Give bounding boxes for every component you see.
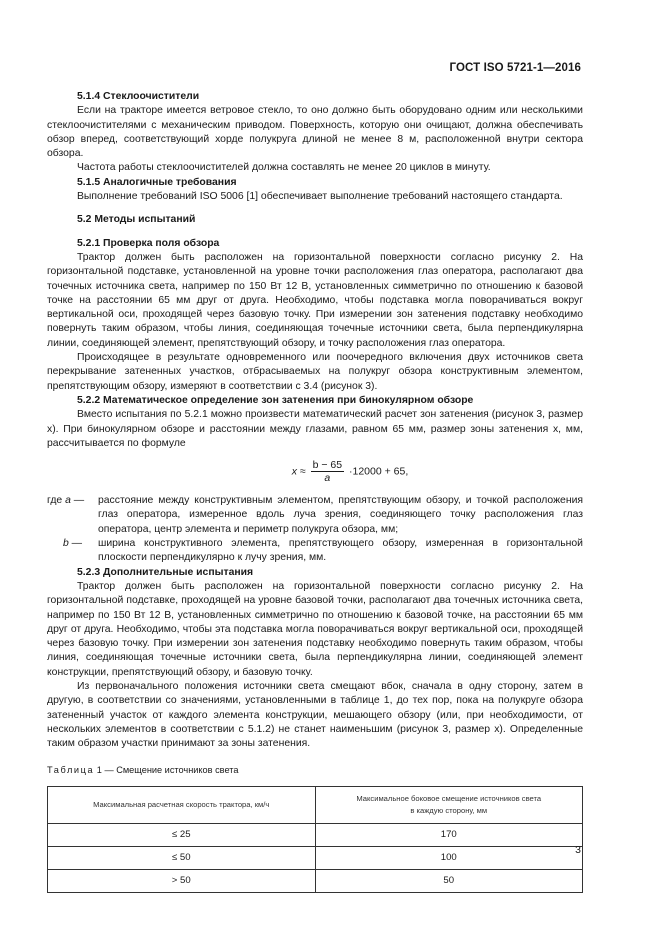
paragraph: Если на тракторе имеется ветровое стекло, то оно должно быть оборудовано одним или несколькими стеклоочистителями с механическим приводом. Поверхность, которую они очищают, должна обеспечивать обзор вперед, соответствующий хорде полукруга длиной не менее 8 м, расположенной внутри сектора обзора. [47,105,583,160]
formula-denominator: a [324,472,331,485]
formula-relation: ≈ [299,465,306,478]
paragraph: Вместо испытания по 5.2.1 можно произвести математический расчет зон затенения (рисунок 3, размер x). При бинокулярном обзоре и расстоянии между глазами, равном 65 мм, размер зоны затенения x, мм, рассчитывается по формуле [47,409,583,449]
table-row [48,846,583,869]
definition-dash: — [73,495,85,507]
heading-5-1-4: 5.1.4 Стеклоочистители [77,91,200,102]
definition-a [47,494,583,537]
column-header-speed: Максимальная расчетная скорость трактора, км/ч [48,786,316,823]
paragraph: Из первоначального положения источники света смещают вбок, сначала в одну сторону, затем в другую, в соответствии со значениями, установленными в таблице 1, до тех пор, пока на полукруге обзора затененный участок от каждого элемента конструкции, мешающего обзору (или, при необходимости, от нескольких элементов в соответствии с 5.1.2) не станет наименьшим (рисунок 3, размер x). Определенные таким образом участки принимают за зоны затенения. [47,680,583,750]
table-header-row [48,786,583,823]
heading-5-1-5: 5.1.5 Аналогичные требования [77,176,237,188]
definition-text: расстояние между конструктивным элементом, препятствующим обзору, и точкой расположения глаз оператора, измеренное вдоль луча зрения, соединяющего точку расположения глаз оператора, центр элемента и периметр полукруга обзора, мм; [98,495,583,535]
cell-speed: ≤ 50 [48,846,316,869]
table-row [48,823,583,846]
table-caption-title: 1 — Смещение источников света [94,765,239,776]
heading-5-2-3: 5.2.3 Дополнительные испытания [77,566,254,578]
definition-dash: — [71,538,83,550]
variable-definitions [47,494,583,565]
formula-lhs: x [291,465,297,478]
formula-fraction [311,459,345,484]
variable-symbol: b [63,538,69,550]
cell-speed: > 50 [48,869,316,892]
column-header-offset-line2: в каждую сторону, мм [410,805,488,815]
definition-lead [63,537,82,551]
heading-5-2-2: 5.2.2 Математическое определение зон затенения при бинокулярном обзоре [77,394,474,406]
cell-offset: 100 [315,846,583,869]
formula-numerator: b − 65 [312,459,343,472]
paragraph: Частота работы стеклоочистителей должна составлять не менее 20 циклов в минуту. [77,162,491,174]
light-offset-table [47,786,583,893]
table-row [48,869,583,892]
paragraph: Трактор должен быть расположен на горизонтальной поверхности согласно рисунку 2. На горизонтальной подставке, установленной на уровне точки расположения глаз оператора, располагают два точечных источника света, например по 150 Вт 12 В, установленных симметрично по отношению к базовой точке на расстоянии 65 мм друг от друга. Необходимо, чтобы подставка могла поворачиваться вокруг вертикальной оси, проходящей через базовую точку. При измерении зон затенения подставку необходимо повернуть таким образом, чтобы линия, соединяющая точечные источники света, была перпендикулярна линии, соединяющей элемент, препятствующий обзору, и точку расположения глаз оператора. [47,251,583,349]
page-content [47,90,583,893]
where-word: где [47,495,63,507]
formula [117,459,583,485]
heading-5-2-1: 5.2.1 Проверка поля обзора [77,237,220,249]
column-header-offset [315,786,583,823]
paragraph: Выполнение требований ISO 5006 [1] обеспечивает выполнение требований настоящего стандарта. [77,191,563,203]
variable-symbol: a [65,495,71,507]
heading-5-2: 5.2 Методы испытаний [77,214,196,226]
standard-designation: ГОСТ ISO 5721-1—2016 [449,62,581,74]
table-caption-label: Таблица [47,765,95,776]
paragraph: Происходящее в результате одновременного или поочередного включения двух источников света перекрывание затененных участков, отбрасываемых на полукруг обзора конструктивным элементом, препятствующим обзору, измеряют в соответствии с 3.4 (рисунок 3). [47,352,583,392]
table-caption [47,763,583,777]
definition-lead [47,494,84,508]
definition-text: ширина конструктивного элемента, препятствующего обзору, измеренная в горизонтальной плоскости перпендикулярно к лучу зрения, мм. [98,538,583,564]
cell-speed: ≤ 25 [48,823,316,846]
page-number: 3 [575,844,581,856]
cell-offset: 50 [315,869,583,892]
cell-offset: 170 [315,823,583,846]
paragraph: Трактор должен быть расположен на горизонтальной поверхности согласно рисунку 2. На горизонтальной подставке, проходящей на уровне базовой точки, располагают два точечных источника света, например по 150 Вт 12 В, установленных симметрично по отношению к базовой точке, на расстоянии 65 мм друг от друга. Необходимо, чтобы эта подставка могла поворачиваться вокруг вертикальной оси, проходящей через базовую точку. При измерении зон затенения подставку необходимо повернуть таким образом, чтобы линия, соединяющая точечные источники света, была перпендикулярна линии, соединяющей элемент конструкции, препятствующий обзору, и базовую точку. [47,580,583,678]
formula-tail: ·12000 + 65, [349,465,409,478]
definition-b [47,537,583,566]
column-header-offset-line1: Максимальное боковое смещение источников света [356,793,542,803]
